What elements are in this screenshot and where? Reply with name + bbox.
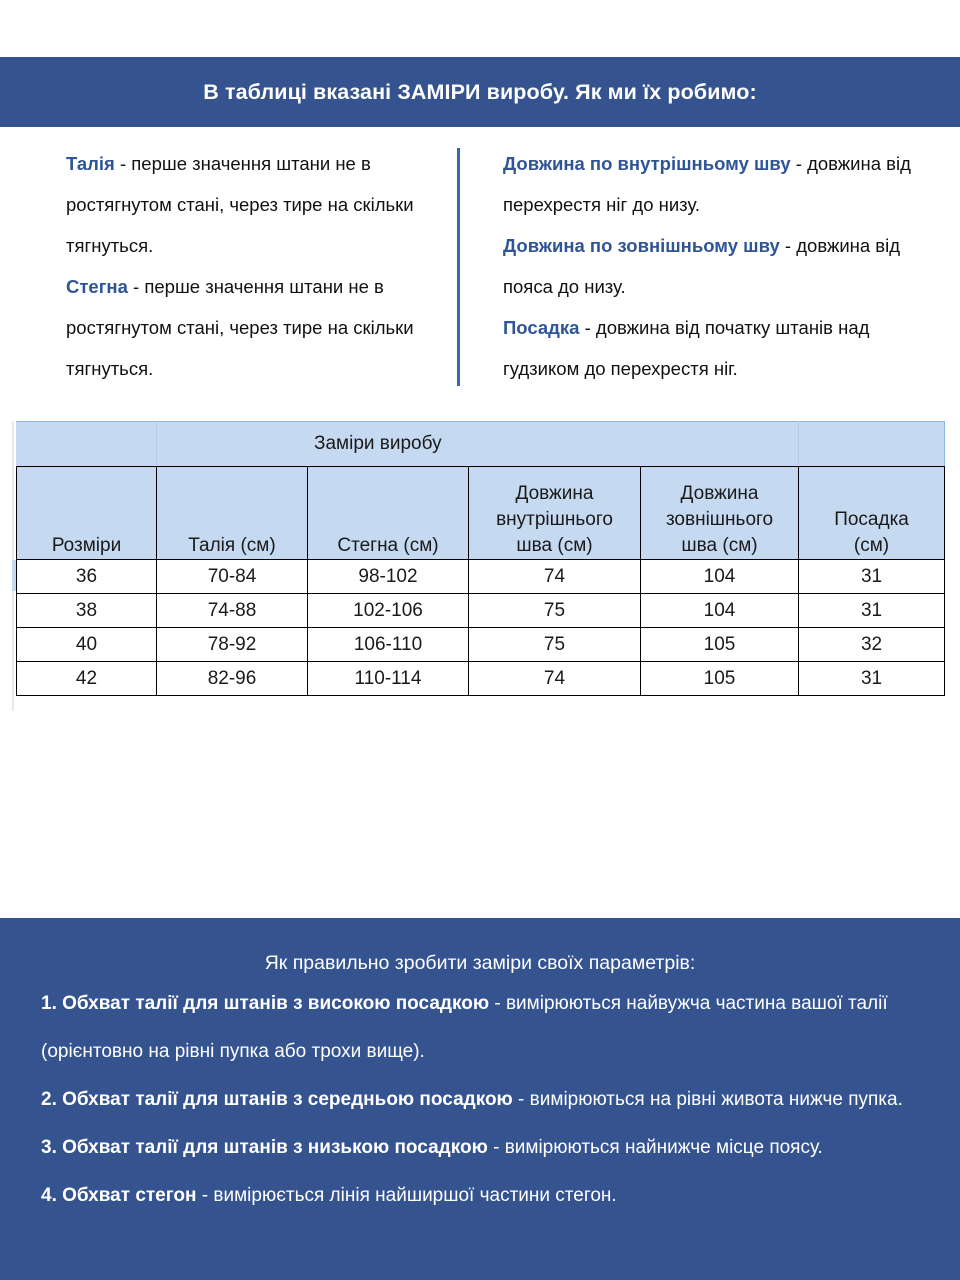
instruction-bold: 3. Обхват талії для штанів з низькою посадкою xyxy=(41,1137,488,1158)
instruction-bold: 4. Обхват стегон xyxy=(41,1185,197,1206)
column-header-sizes xyxy=(17,467,157,560)
explanation-term: Довжина по зовнішньому шву xyxy=(503,235,780,256)
instruction-item-4 xyxy=(41,1172,926,1220)
explanation-text: перше значення штани не в ростягнутом стані, через тире на скільки тягнуться. xyxy=(66,276,414,379)
explanation-item-inner-seam xyxy=(503,143,933,225)
cell-waist: 70-84 xyxy=(157,560,308,594)
instruction-item-1 xyxy=(41,980,926,1076)
explanation-item-stegna xyxy=(66,266,444,389)
instruction-bold: 2. Обхват талії для штанів з середньою посадкою xyxy=(41,1089,513,1110)
cell-inner-seam: 74 xyxy=(469,662,641,696)
explanation-item-posadka xyxy=(503,307,933,389)
header-line: Талія (см) xyxy=(188,535,276,556)
cell-inner-seam: 75 xyxy=(469,628,641,662)
top-banner xyxy=(0,57,960,127)
column-header-hips xyxy=(308,467,469,560)
explanation-text: довжина від пояса до низу. xyxy=(503,235,901,297)
table-row xyxy=(17,662,945,696)
explanation-term: Довжина по внутрішньому шву xyxy=(503,153,791,174)
cell-inner-seam: 74 xyxy=(469,560,641,594)
column-header-rise xyxy=(799,467,945,560)
cell-rise: 31 xyxy=(799,560,945,594)
top-banner-title: В таблиці вказані ЗАМІРИ виробу. Як ми їх робимо: xyxy=(203,79,757,104)
cell-hips: 98-102 xyxy=(308,560,469,594)
instruction-dash: - xyxy=(489,993,506,1014)
bottom-banner xyxy=(0,918,960,1280)
explanation-dash: - xyxy=(779,235,797,256)
cell-outer-seam: 104 xyxy=(641,594,799,628)
table-row xyxy=(17,560,945,594)
cell-hips: 102-106 xyxy=(308,594,469,628)
instruction-text: вимірюються найнижче місце поясу. xyxy=(504,1137,823,1158)
instruction-dash: - xyxy=(512,1089,530,1110)
explanation-dash: - xyxy=(579,317,596,338)
cell-rise: 31 xyxy=(799,594,945,628)
instruction-dash: - xyxy=(487,1137,505,1158)
explanation-term: Талія xyxy=(66,153,115,174)
cell-rise: 32 xyxy=(799,628,945,662)
size-table xyxy=(16,421,945,696)
header-line: шва (см) xyxy=(681,535,758,556)
explanation-text: перше значення штани не в ростягнутом стані, через тире на скільки тягнуться. xyxy=(66,153,414,256)
cell-hips: 110-114 xyxy=(308,662,469,696)
header-line: зовнішнього xyxy=(665,509,774,530)
header-line: Посадка xyxy=(834,509,909,530)
explanation-item-outer-seam xyxy=(503,225,933,307)
instruction-text: вимірюється лінія найширшої частини стегон. xyxy=(213,1185,617,1206)
cell-waist: 82-96 xyxy=(157,662,308,696)
instruction-bold: 1. Обхват талії для штанів з високою посадкою xyxy=(41,993,490,1014)
header-line: (см) xyxy=(853,535,890,556)
explanation-text: довжина від початку штанів над гудзиком до перехрестя ніг. xyxy=(503,317,870,379)
size-table-wrap xyxy=(16,421,944,696)
table-row xyxy=(17,594,945,628)
table-row xyxy=(17,628,945,662)
cell-waist: 78-92 xyxy=(157,628,308,662)
explanations-left-column xyxy=(66,143,444,389)
column-header-waist xyxy=(157,467,308,560)
explanation-item-talia xyxy=(66,143,444,266)
cell-size: 42 xyxy=(17,662,157,696)
instruction-item-3 xyxy=(41,1124,926,1172)
column-header-inner-seam xyxy=(469,467,641,560)
cell-outer-seam: 105 xyxy=(641,662,799,696)
merged-title-cell: Заміри виробу xyxy=(157,422,799,467)
instruction-dash: - xyxy=(196,1185,214,1206)
header-line: внутрішнього xyxy=(496,509,613,530)
table-merged-title-row xyxy=(17,422,945,467)
merged-blank-cell xyxy=(799,422,945,467)
cell-rise: 31 xyxy=(799,662,945,696)
bottom-intro-text: Як правильно зробити заміри своїх параметрів: xyxy=(264,952,696,974)
merged-blank-cell xyxy=(17,422,157,467)
explanation-dash: - xyxy=(790,153,808,174)
header-line: Довжина xyxy=(680,483,759,504)
cell-outer-seam: 105 xyxy=(641,628,799,662)
explanation-dash: - xyxy=(127,276,145,297)
explanation-dash: - xyxy=(114,153,132,174)
explanation-term: Посадка xyxy=(503,317,580,338)
cell-size: 38 xyxy=(17,594,157,628)
explanation-text: довжина від перехрестя ніг до низу. xyxy=(503,153,911,215)
header-line: Розміри xyxy=(51,535,122,556)
header-line: шва (см) xyxy=(516,535,593,556)
explanations-section xyxy=(0,143,960,393)
explanations-right-column xyxy=(503,143,933,389)
cell-waist: 74-88 xyxy=(157,594,308,628)
explanation-term: Стегна xyxy=(66,276,128,297)
instruction-text: вимірюються найвужча частина вашої талії (орієнтовно на рівні пупка або трохи вище). xyxy=(41,993,888,1062)
cell-inner-seam: 75 xyxy=(469,594,641,628)
header-line: Довжина xyxy=(515,483,594,504)
cell-hips: 106-110 xyxy=(308,628,469,662)
cell-outer-seam: 104 xyxy=(641,560,799,594)
measurement-instructions-list xyxy=(41,980,926,1220)
cell-size: 40 xyxy=(17,628,157,662)
instruction-item-2 xyxy=(41,1076,926,1124)
column-header-outer-seam xyxy=(641,467,799,560)
cell-size: 36 xyxy=(17,560,157,594)
header-line: Стегна (см) xyxy=(337,535,439,556)
table-header-row xyxy=(17,467,945,560)
instruction-text: вимірюються на рівні живота нижче пупка. xyxy=(529,1089,903,1110)
column-divider xyxy=(457,148,460,386)
